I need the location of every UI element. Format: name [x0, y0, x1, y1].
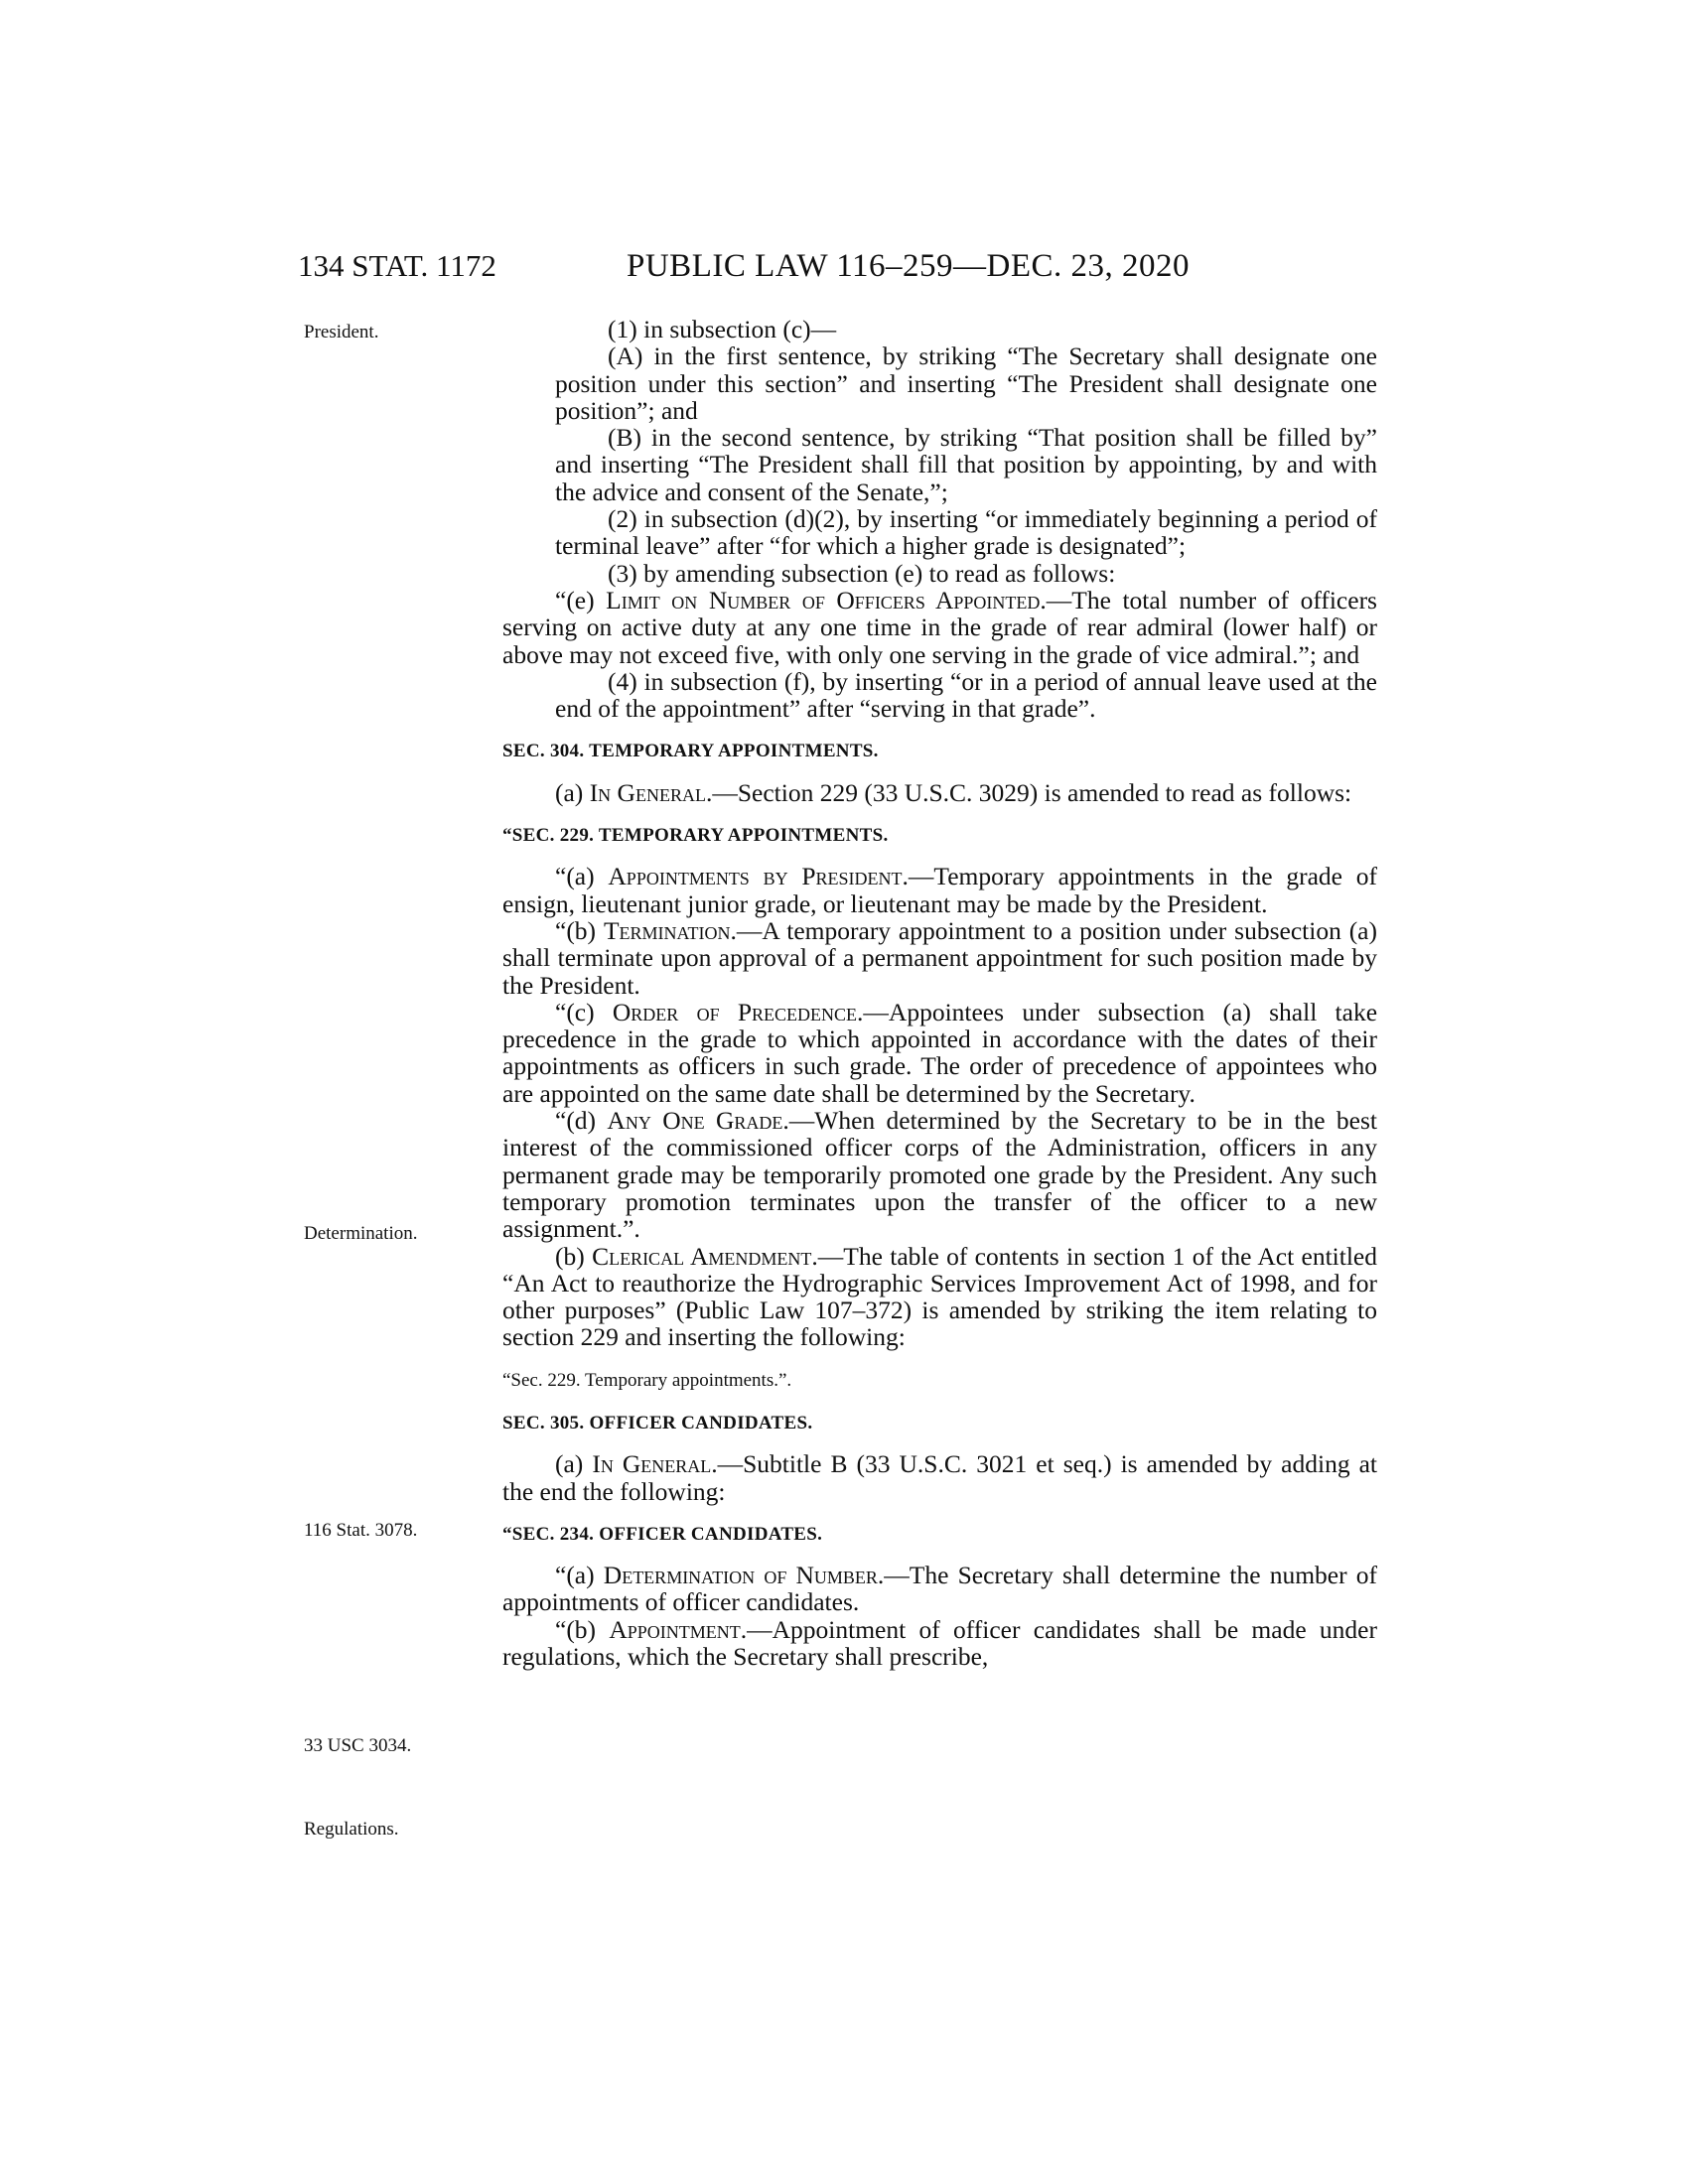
subsection-heading: Appointment. — [609, 1614, 748, 1644]
subsection-heading: Determination of Number. — [603, 1561, 885, 1590]
subsection-heading: In General. — [589, 777, 713, 807]
margin-note-determination: Determination. — [304, 1223, 418, 1244]
subsection-heading: In General. — [592, 1449, 718, 1479]
section-heading: SEC. 304. TEMPORARY APPOINTMENTS. — [502, 741, 879, 762]
paragraph: (2) in subsection (d)(2), by inserting “or immediately beginning a period of terminal leave” after “for which a higher grade is designated”; — [555, 504, 1377, 561]
paragraph: “(c) Order of Precedence.—Appointees under subsection (a) shall take precedence in the grade to which appointed in accordance with the dates of their appointments as officers in such grade. The order of precedence of appointees who are appointed on the same date shall be determined by the Secretary. — [502, 997, 1378, 1108]
section-heading: “SEC. 234. OFFICER CANDIDATES. — [502, 1523, 823, 1545]
page-header — [298, 248, 1370, 292]
paragraph: “(b) Appointment.—Appointment of officer candidates shall be made under regulations, which the Secretary shall prescribe, — [502, 1614, 1377, 1672]
section-heading: SEC. 305. OFFICER CANDIDATES. — [502, 1412, 813, 1433]
margin-note-stat-ref: 116 Stat. 3078. — [304, 1520, 418, 1541]
paragraph: (4) in subsection (f), by inserting “or in a period of annual leave used at the end of the appointment” after “serving in that grade”. — [555, 666, 1377, 724]
paragraph: “(a) Determination of Number.—The Secretary shall determine the number of appointments of officer candidates. — [502, 1561, 1377, 1617]
paragraph: “(a) Appointments by President.—Temporary appointments in the grade of ensign, lieutenant junior grade, or lieutenant may be made by the President. — [502, 862, 1377, 918]
subsection-heading: Any One Grade. — [607, 1106, 789, 1136]
document-body — [502, 316, 1377, 1670]
subsection-heading: Clerical Amendment. — [592, 1241, 818, 1271]
paragraph: “(e) Limit on Number of Officers Appointed.—The total number of officers serving on active duty at any one time in the grade of rear admiral (lower half) or above may not exceed five, with only one serving in the grade of vice admiral.”; and — [502, 585, 1377, 669]
paragraph: (1) in subsection (c)— — [608, 315, 837, 343]
paragraph: (b) Clerical Amendment.—The table of contents in section 1 of the Act entitled “An Act to reauthorize the Hydrographic Services Improvement Act of 1998, and for other purposes” (Public Law 107–372) is amended by striking the item relating to section 229 and inserting the following: — [502, 1241, 1377, 1352]
paragraph: “(b) Termination.—A temporary appointment to a position under subsection (a) shall terminate upon approval of a permanent appointment for such position made by the President. — [502, 915, 1377, 1000]
paragraph: (a) In General.—Section 229 (33 U.S.C. 3029) is amended to read as follows: — [555, 777, 1352, 807]
subsection-heading: Order of Precedence. — [612, 997, 864, 1026]
margin-note-usc: 33 USC 3034. — [304, 1735, 412, 1756]
subsection-heading: Termination. — [603, 915, 737, 945]
section-heading: “SEC. 229. TEMPORARY APPOINTMENTS. — [502, 825, 889, 847]
toc-item: “Sec. 229. Temporary appointments.”. — [502, 1369, 792, 1391]
margin-note-regulations: Regulations. — [304, 1819, 399, 1840]
paragraph: (A) in the first sentence, by striking “The Secretary shall designate one position under this section” and inserting “The President shall designate one position”; and — [555, 341, 1377, 425]
subsection-heading: Limit on Number of Officers Appointed. — [606, 585, 1047, 614]
margin-note-president: President. — [304, 322, 379, 342]
paragraph: “(d) Any One Grade.—When determined by the Secretary to be in the best interest of the commissioned officer corps of the Administration, officers in any permanent grade may be temporarily promoted one grade by the President. Any such temporary promotion terminates upon the transfer of the officer to a new assignment.”. — [502, 1106, 1377, 1244]
subsection-heading: Appointments by President. — [608, 862, 909, 891]
paragraph: (a) In General.—Subtitle B (33 U.S.C. 3021 et seq.) is amended by adding at the end the following: — [502, 1449, 1377, 1506]
paragraph: (B) in the second sentence, by striking “That position shall be filled by” and inserting “The President shall fill that position by appointing, by and with the advice and consent of the Senate,”; — [555, 423, 1377, 506]
stat-page-number: 134 STAT. 1172 — [298, 248, 496, 283]
paragraph: (3) by amending subsection (e) to read as follows: — [608, 558, 1116, 588]
running-title: PUBLIC LAW 116–259—DEC. 23, 2020 — [627, 248, 1191, 284]
